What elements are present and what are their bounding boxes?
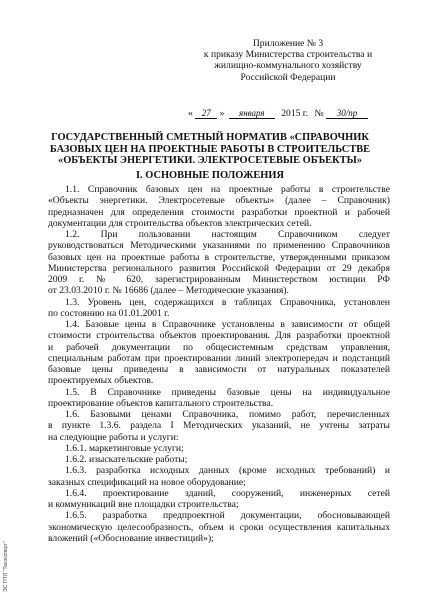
text-line: предназначен для определения стоимости разработки проектной и рабочей [48, 206, 390, 218]
appendix-line: Российской Федерации [240, 71, 336, 83]
close-quote: » [219, 108, 225, 119]
text-line: на следующие работы и услуги: [48, 431, 179, 443]
text-line: и коммуникаций вне площадки строительства; [48, 499, 239, 510]
text-line: 1.3. Уровень цен, содержащихся в таблицах Справочника, установлен [65, 296, 390, 308]
side-stamp: ЭС ПТЛ "Техэксперт" [3, 541, 9, 592]
text-line: 1.4. Базовые цены в Справочнике установлены в зависимости от общей [65, 319, 390, 330]
text-line: 2009 г. № 620, зарегистрированным Министерством юстиции РФ [48, 274, 390, 285]
document-title [40, 132, 380, 167]
appendix-line: к приказу Министерства строительства и [203, 49, 373, 61]
text-line: Министерства регионального развития Российской Федерации от 29 декабря [48, 262, 390, 274]
text-line: 1.2. При пользовании настоящим Справочником следует [65, 229, 390, 240]
text-line: 1.6.2. изыскательские работы; [65, 454, 188, 465]
order-month: января [229, 108, 275, 119]
text-line: 1.6. Базовыми ценами Справочника, помимо работ, перечисленных [65, 409, 390, 420]
text-line: 1.6.1. маркетинговые услуги; [65, 442, 184, 454]
open-quote: « [188, 108, 193, 119]
appendix-line: жилищно-коммунального хозяйству [214, 60, 362, 72]
text-line: и рабочей документации по общесистемным средствам управления, [48, 341, 390, 353]
text-line: базовые цены приведены в зависимости от натуральных показателей [48, 364, 390, 375]
appendix-block [188, 38, 388, 83]
text-line: руководствоваться Методическими указаниями по применению Справочников [48, 240, 390, 252]
text-line: вложений («Обоснование инвестиций»); [48, 532, 214, 544]
text-line: «Объекты энергетики. Электросетевые объекты» (далее – Справочник) [48, 195, 390, 207]
title-line: БАЗОВЫХ ЦЕН НА ПРОЕКТНЫЕ РАБОТЫ В СТРОИТЕЛЬСТВЕ [49, 143, 371, 155]
text-line: экономическую целесообразность, объем и сроки осуществления капитальных [48, 521, 390, 533]
text-line: 1.6.4. проектирование зданий, сооружений, инженерных сетей [65, 487, 390, 499]
text-line: 1.1. Справочник базовых цен на проектные работы в строительстве [65, 184, 390, 195]
section-heading: I. ОСНОВНЫЕ ПОЛОЖЕНИЯ [136, 170, 284, 181]
title-line: «ОБЪЕКТЫ ЭНЕРГЕТИКИ. ЭЛЕКТРОСЕТЕВЫЕ ОБЪЕКТЫ» [58, 155, 362, 167]
text-line: по состоянию на 01.01.2001 г. [48, 307, 170, 319]
appendix-title: Приложение № 3 [252, 38, 324, 49]
text-line: документации для строительства объектов электрических сетей. [48, 217, 312, 229]
text-line: проектируемых объектов. [48, 375, 154, 387]
text-line: специальным работам при проектировании линий электропередач и подстанций [48, 352, 390, 364]
text-line: 1.6.3. разработка исходных данных (кроме исходных требований) и [65, 465, 390, 477]
order-number-sign: № [314, 108, 324, 119]
text-line: 1.5. В Справочнике приведены базовые цены на индивидуальное [65, 386, 390, 398]
text-line: заказных спецификаций на новое оборудование; [48, 476, 246, 488]
text-line: стоимости строительства объектов проектирования. Для разработки проектной [48, 330, 390, 342]
text-line: базовых цен на проектные работы в строительстве, утвержденными приказом [48, 251, 390, 263]
order-number: 30/пр [326, 108, 368, 119]
order-date-number [188, 108, 398, 119]
text-line: в пункте 1.3.6. раздела I Методических указаний, не учтены затраты [48, 420, 390, 432]
order-day: 27 [195, 108, 217, 119]
order-year: 2015 г. [281, 108, 309, 119]
title-line: ГОСУДАРСТВЕННЫЙ СМЕТНЫЙ НОРМАТИВ «СПРАВОЧНИК [51, 132, 369, 143]
text-line: 1.6.5. разработка предпроектной документации, обосновывающей [65, 510, 390, 522]
text-line: проектирование объектов капитального строительства. [48, 397, 274, 409]
body-text [48, 184, 390, 544]
text-line: от 23.03.2010 г. № 16686 (далее – Методические указания). [48, 285, 289, 297]
